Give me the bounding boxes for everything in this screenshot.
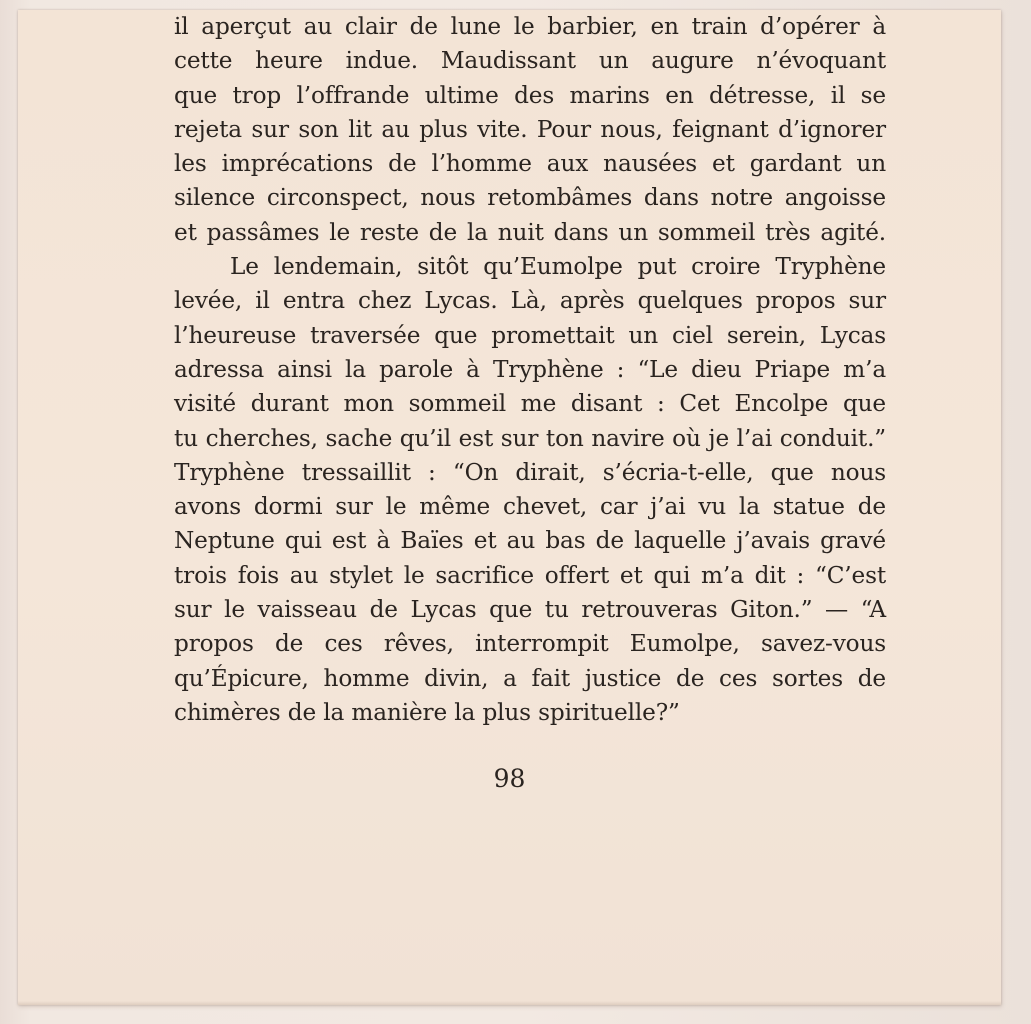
text-line: cette heure indue. Maudissant un augure n’évoquant xyxy=(174,47,886,75)
text-line: Tryphène tressaillit : “On dirait, s’écria-t-elle, que nous xyxy=(174,458,886,486)
text-line: et passâmes le reste de la nuit dans un sommeil très agité. xyxy=(174,218,886,246)
text-line: sur le vaisseau de Lycas que tu retrouveras Giton.” — “A xyxy=(174,596,886,624)
paper-page xyxy=(18,10,1001,1005)
text-line: tu cherches, sache qu’il est sur ton navire où je l’ai conduit.” xyxy=(174,424,886,452)
text-line: adressa ainsi la parole à Tryphène : “Le dieu Priape m’a xyxy=(174,355,886,383)
paragraph-first-line: Le lendemain, sitôt qu’Eumolpe put croire Tryphène xyxy=(230,253,886,281)
text-line: rejeta sur son lit au plus vite. Pour nous, feignant d’ignorer xyxy=(174,115,886,143)
body-text xyxy=(174,10,886,730)
page-number: 98 xyxy=(493,764,526,793)
text-line: les imprécations de l’homme aux nausées et gardant un xyxy=(174,150,886,178)
paragraph-last-line: chimères de la manière la plus spirituelle?” xyxy=(174,698,680,726)
text-line: que trop l’offrande ultime des marins en détresse, il se xyxy=(174,81,886,109)
text-line: trois fois au stylet le sacrifice offert et qui m’a dit : “C’est xyxy=(174,561,886,589)
text-line: il aperçut au clair de lune le barbier, en train d’opérer à xyxy=(174,13,886,40)
text-line: silence circonspect, nous retombâmes dans notre angoisse xyxy=(174,184,886,212)
text-line: avons dormi sur le même chevet, car j’ai vu la statue de xyxy=(174,493,886,521)
text-line: visité durant mon sommeil me disant : Cet Encolpe que xyxy=(174,390,886,418)
text-line: levée, il entra chez Lycas. Là, après quelques propos sur xyxy=(174,287,886,315)
text-line: propos de ces rêves, interrompit Eumolpe, savez-vous xyxy=(174,630,886,658)
text-line: l’heureuse traversée que promettait un ciel serein, Lycas xyxy=(174,321,886,349)
text-line: Neptune qui est à Baïes et au bas de laquelle j’avais gravé xyxy=(174,527,886,555)
text-line: qu’Épicure, homme divin, a fait justice de ces sortes de xyxy=(174,664,886,692)
